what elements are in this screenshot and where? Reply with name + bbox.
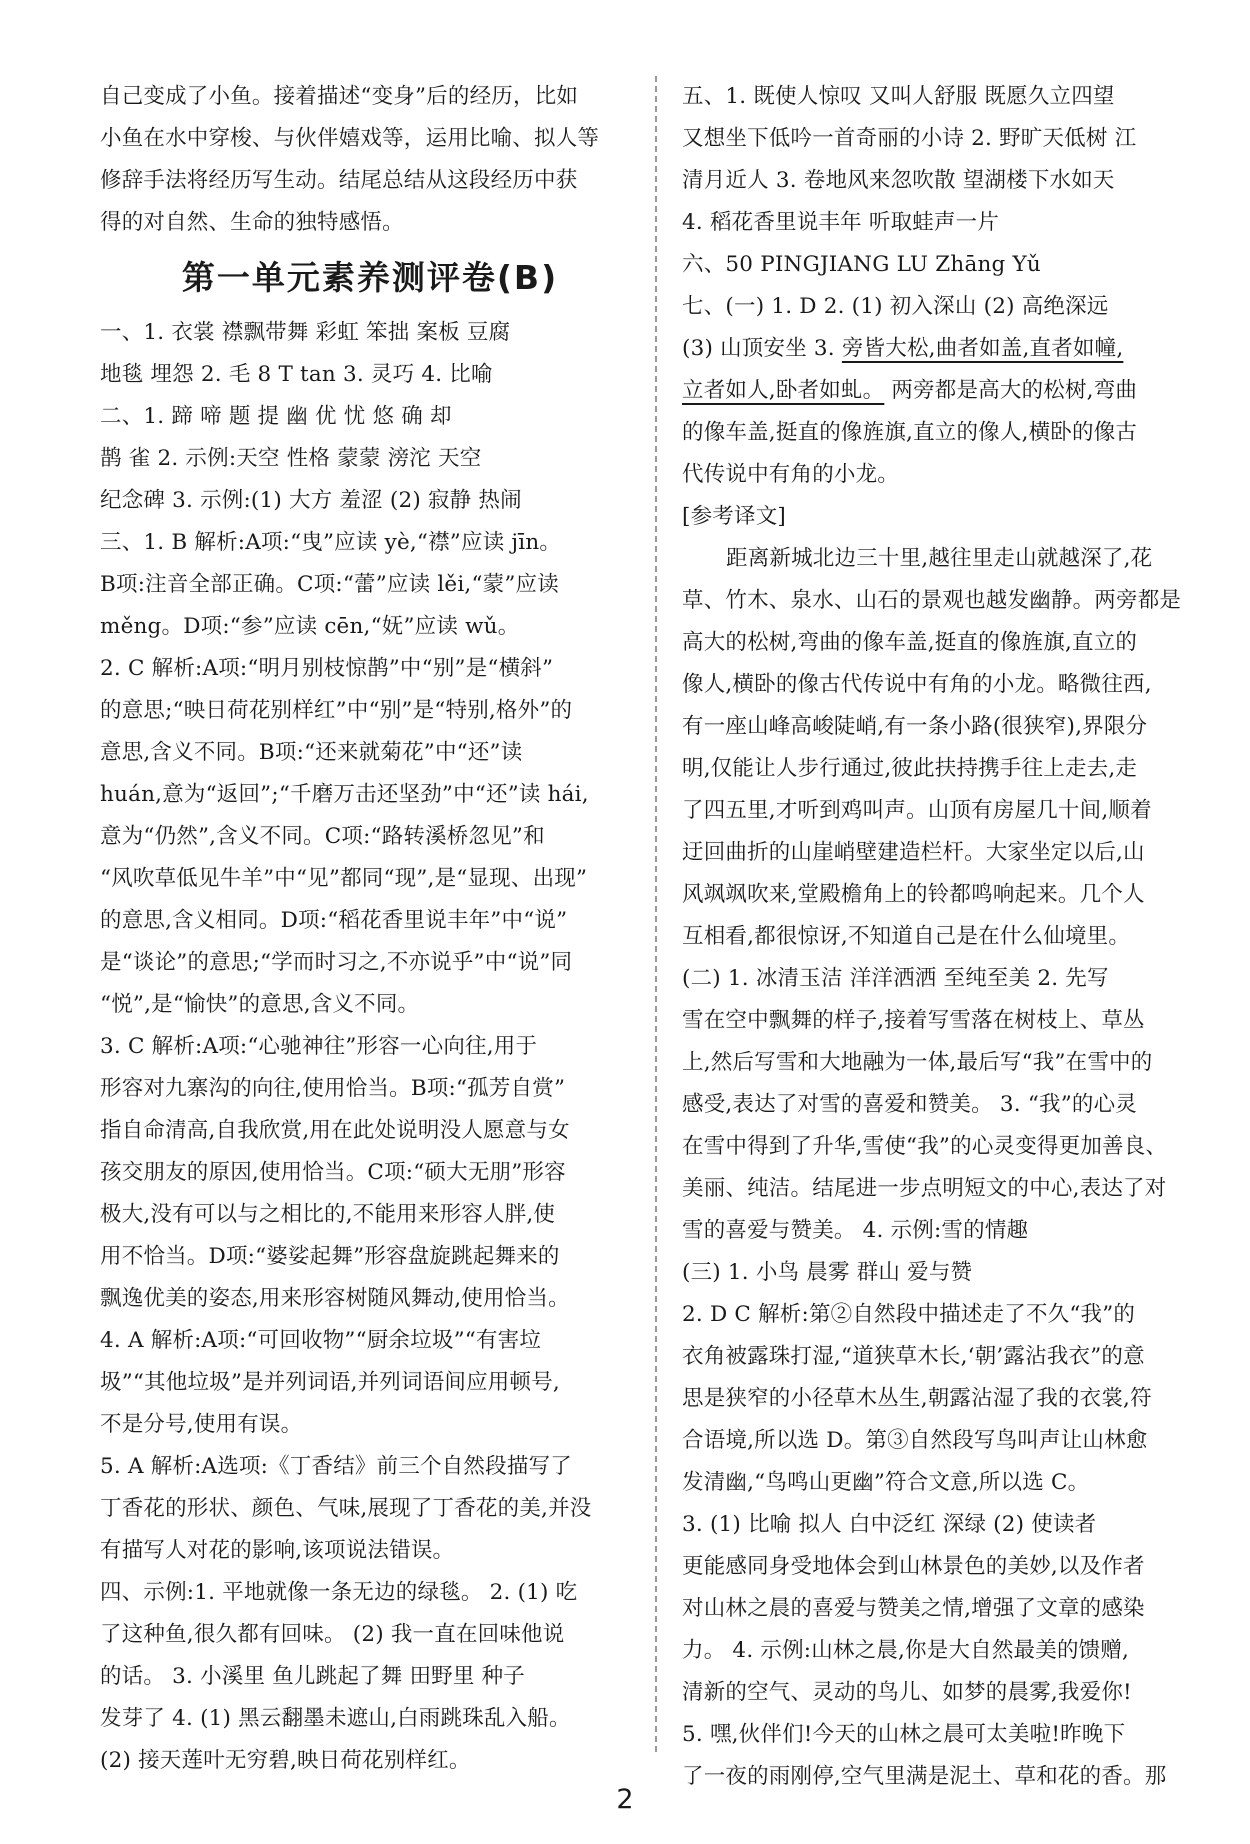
answer-line: 思是狭窄的小径草木丛生,朝露沾湿了我的衣裳,符 (682, 1386, 1152, 1411)
text-line: 自己变成了小鱼。接着描述“变身”后的经历，比如 (100, 84, 579, 109)
underlined-quote: 立者如人,卧者如虬。 (682, 378, 885, 403)
answer-line-underlined-1 (682, 328, 1212, 370)
answer-line: 2. C 解析:A项:“明月别枝惊鹊”中“别”是“横斜” (100, 656, 554, 681)
answer-line: 三、1. B 解析:A项:“曳”应读 yè,“襟”应读 jīn。 (100, 530, 562, 555)
answer-line: 5. 嘿,伙伴们!今天的山林之晨可太美啦!昨晚下 (682, 1722, 1126, 1747)
answer-line: (2) 接天莲叶无穷碧,映日荷花别样红。 (100, 1748, 471, 1773)
answer-line: (二) 1. 冰清玉洁 洋洋洒洒 至纯至美 2. 先写 (682, 966, 1109, 991)
answer-line: 了这种鱼,很久都有回味。 (2) 我一直在回味他说 (100, 1622, 565, 1647)
answer-line: 不是分号,使用有误。 (100, 1412, 303, 1437)
answer-line: 意思,含义不同。B项:“还来就菊花”中“还”读 (100, 740, 523, 765)
answer-line: 又想坐下低吟一首奇丽的小诗 2. 野旷天低树 江 (682, 126, 1137, 151)
answer-line: 六、50 PINGJIANG LU Zhāng Yǔ (682, 252, 1041, 277)
answer-line: 力。 4. 示例:山林之晨,你是大自然最美的馈赠, (682, 1638, 1130, 1663)
answer-line: “悦”,是“愉快”的意思,含义不同。 (100, 992, 420, 1017)
text-line: 修辞手法将经历写生动。结尾总结从这段经历中获 (100, 168, 578, 193)
answer-line: 衣角被露珠打湿,“道狭草木长,‘朝’露沾我衣”的意 (682, 1344, 1145, 1369)
translation-line: 像人,横卧的像古代传说中有角的小龙。略微往西, (682, 672, 1152, 697)
answer-line: 二、1. 蹄 啼 题 提 幽 优 忧 悠 确 却 (100, 404, 452, 429)
translation-line: 迂回曲折的山崖峭壁建造栏杆。大家坐定以后,山 (682, 840, 1145, 865)
underlined-quote: 旁皆大松,曲者如盖,直者如幢, (841, 336, 1124, 361)
translation-line: 风飒飒吹来,堂殿檐角上的铃都鸣响起来。几个人 (682, 882, 1145, 907)
text-line: 小鱼在水中穿梭、与伙伴嬉戏等，运用比喻、拟人等 (100, 126, 600, 151)
translation-line: 草、竹木、泉水、山石的景观也越发幽静。两旁都是 (682, 588, 1182, 613)
answer-line: 有描写人对花的影响,该项说法错误。 (100, 1538, 455, 1563)
answer-line: B项:注音全部正确。C项:“蕾”应读 lěi,“蒙”应读 (100, 572, 559, 597)
answer-line: 圾”“其他垃圾”是并列词语,并列词语间应用顿号, (100, 1370, 560, 1395)
page-number: 2 (616, 1784, 634, 1815)
answer-line: 七、(一) 1. D 2. (1) 初入深山 (2) 高绝深远 (682, 294, 1109, 319)
answer-line: 感受,表达了对雪的喜爱和赞美。 3. “我”的心灵 (682, 1092, 1138, 1117)
column-divider (655, 76, 657, 1752)
answer-line: 指自命清高,自我欣赏,用在此处说明没人愿意与女 (100, 1118, 570, 1143)
answer-line: 3. C 解析:A项:“心驰神往”形容一心向往,用于 (100, 1034, 538, 1059)
line-prefix: (3) 山顶安坐 3. (682, 336, 842, 361)
answer-line: 一、1. 衣裳 襟飘带舞 彩虹 笨拙 案板 豆腐 (100, 320, 511, 345)
answer-line: 形容对九寨沟的向往,使用恰当。B项:“孤芳自赏” (100, 1076, 566, 1101)
answer-line: “风吹草低见牛羊”中“见”都同“现”,是“显现、出现” (100, 866, 588, 891)
answer-line: 雪在空中飘舞的样子,接着写雪落在树枝上、草丛 (682, 1008, 1145, 1033)
answer-line: (三) 1. 小鸟 晨雾 群山 爱与赞 (682, 1260, 973, 1285)
reference-translation (682, 538, 1212, 958)
answer-line: 鹊 雀 2. 示例:天空 性格 蒙蒙 滂沱 天空 (100, 446, 482, 471)
answer-list-right-mid (682, 412, 1212, 538)
answer-line: 3. (1) 比喻 拟人 白中泛红 深绿 (2) 使读者 (682, 1512, 1097, 1537)
answer-line: 代传说中有角的小龙。 (682, 462, 900, 487)
answer-line: 极大,没有可以与之相比的,不能用来形容人胖,使 (100, 1202, 556, 1227)
answer-line: 发芽了 4. (1) 黑云翻墨未遮山,白雨跳珠乱入船。 (100, 1706, 571, 1731)
answer-line: 雪的喜爱与赞美。 4. 示例:雪的情趣 (682, 1218, 1029, 1243)
answer-list-left (100, 312, 640, 1782)
answer-line: 丁香花的形状、颜色、气味,展现了丁香花的美,并没 (100, 1496, 592, 1521)
answer-line: 的意思;“映日荷花别样红”中“别”是“特别,格外”的 (100, 698, 573, 723)
translation-line: 了四五里,才听到鸡叫声。山顶有房屋几十间,顺着 (682, 798, 1152, 823)
answer-line: 地毯 埋怨 2. 毛 8 T tan 3. 灵巧 4. 比喻 (100, 362, 493, 387)
answer-line: 对山林之晨的喜爱与赞美之情,增强了文章的感染 (682, 1596, 1145, 1621)
answer-line: 纪念碑 3. 示例:(1) 大方 羞涩 (2) 寂静 热闹 (100, 488, 522, 513)
right-column (682, 76, 1212, 1798)
answer-line: [参考译文] (682, 504, 786, 529)
answer-line: 更能感同身受地体会到山林景色的美妙,以及作者 (682, 1554, 1145, 1579)
left-column (100, 76, 640, 1782)
line-suffix: 两旁都是高大的松树,弯曲 (884, 378, 1138, 403)
answer-line: 四、示例:1. 平地就像一条无边的绿毯。 2. (1) 吃 (100, 1580, 578, 1605)
answer-line: 孩交朋友的原因,使用恰当。C项:“硕大无朋”形容 (100, 1160, 566, 1185)
answer-line: 美丽、纯洁。结尾进一步点明短文的中心,表达了对 (682, 1176, 1167, 1201)
answer-line: 五、1. 既使人惊叹 又叫人舒服 既愿久立四望 (682, 84, 1115, 109)
answer-line-underlined-2 (682, 370, 1212, 412)
answer-line: huán,意为“返回”;“千磨万击还坚劲”中“还”读 hái, (100, 782, 589, 807)
answer-line: 发清幽,“鸟鸣山更幽”符合文意,所以选 C。 (682, 1470, 1090, 1495)
answer-line: 了一夜的雨刚停,空气里满是泥土、草和花的香。那 (682, 1764, 1167, 1789)
answer-line: 4. 稻花香里说丰年 听取蛙声一片 (682, 210, 1000, 235)
translation-line: 有一座山峰高峻陡峭,有一条小路(很狭窄),界限分 (682, 714, 1148, 739)
answer-line: 在雪中得到了升华,雪使“我”的心灵变得更加善良、 (682, 1134, 1168, 1159)
answer-list-right-top (682, 76, 1212, 328)
answer-line: 意为“仍然”,含义不同。C项:“路转溪桥忽见”和 (100, 824, 545, 849)
translation-line: 高大的松树,弯曲的像车盖,挺直的像旌旗,直立的 (682, 630, 1138, 655)
answer-line: 飘逸优美的姿态,用来形容树随风舞动,使用恰当。 (100, 1286, 570, 1311)
answer-line: 4. A 解析:A项:“可回收物”“厨余垃圾”“有害垃 (100, 1328, 542, 1353)
answer-line: měng。D项:“参”应读 cēn,“妩”应读 wǔ。 (100, 614, 520, 639)
text-line: 得的对自然、生命的独特感悟。 (100, 210, 404, 235)
answer-line: 上,然后写雪和大地融为一体,最后写“我”在雪中的 (682, 1050, 1153, 1075)
answer-line: 是“谈论”的意思;“学而时习之,不亦说乎”中“说”同 (100, 950, 573, 975)
answer-line: 清新的空气、灵动的鸟儿、如梦的晨雾,我爱你! (682, 1680, 1132, 1705)
translation-line: 距离新城北边三十里,越往里走山就越深了,花 (726, 546, 1153, 571)
answer-line: 的话。 3. 小溪里 鱼儿跳起了舞 田野里 种子 (100, 1664, 525, 1689)
section-title: 第一单元素养测评卷(B) (181, 258, 559, 297)
answer-line: 合语境,所以选 D。第③自然段写鸟叫声让山林愈 (682, 1428, 1148, 1453)
answer-line: 5. A 解析:A选项:《丁香结》前三个自然段描写了 (100, 1454, 572, 1479)
intro-paragraph (100, 76, 640, 244)
answer-line: 2. D C 解析:第②自然段中描述走了不久“我”的 (682, 1302, 1136, 1327)
translation-line: 明,仅能让人步行通过,彼此扶持携手往上走去,走 (682, 756, 1138, 781)
answer-line: 的像车盖,挺直的像旌旗,直立的像人,横卧的像古 (682, 420, 1138, 445)
answer-list-right-bottom (682, 958, 1212, 1798)
answer-line: 用不恰当。D项:“婆娑起舞”形容盘旋跳起舞来的 (100, 1244, 560, 1269)
answer-line: 的意思,含义相同。D项:“稻花香里说丰年”中“说” (100, 908, 568, 933)
translation-line: 互相看,都很惊讶,不知道自己是在什么仙境里。 (682, 924, 1131, 949)
answer-line: 清月近人 3. 卷地风来忽吹散 望湖楼下水如天 (682, 168, 1115, 193)
